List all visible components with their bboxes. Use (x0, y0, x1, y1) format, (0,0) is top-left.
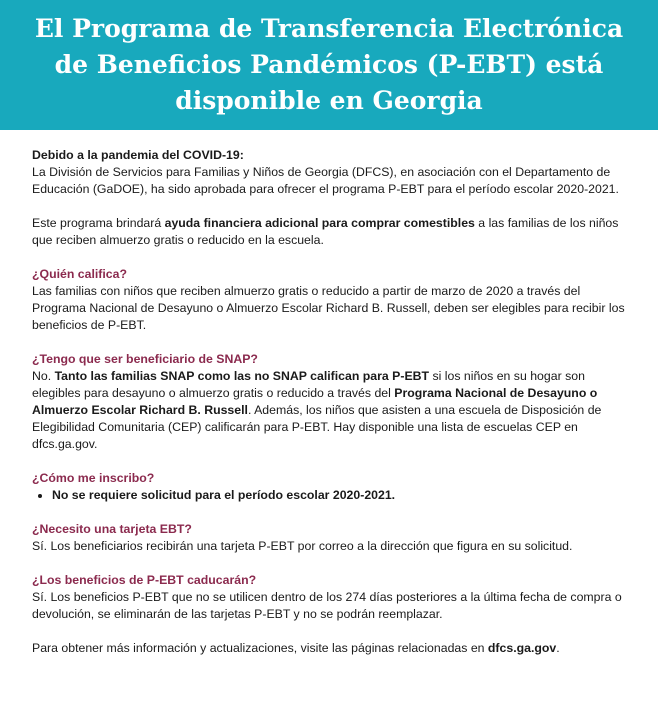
program-text-a: Este programa brindará (32, 216, 165, 230)
footer-end: . (556, 641, 560, 655)
faq-enroll (32, 470, 632, 504)
answer-bold: Tanto las familias SNAP como las no SNAP califican para P-EBT (54, 369, 430, 383)
question-heading: ¿Quién califica? (32, 267, 127, 281)
answer-text: Las familias con niños que reciben almuerzo gratis o reducido a partir de marzo de 2020 a través del Programa Nacional de Desayuno o Almuerzo Escolar Richard B. Russell, deben ser elegibles para recibir los beneficios de P-EBT. (32, 284, 625, 332)
question-heading: ¿Necesito una tarjeta EBT? (32, 522, 192, 536)
intro-section (32, 147, 632, 198)
footer-note (32, 640, 632, 657)
answer-text: si los niños en su hogar son elegibles para desayuno o almuerzo gratis o reducido a través del (32, 369, 585, 400)
list-item: • No se requiere solicitud para el período escolar 2020-2021. (52, 487, 632, 504)
faq-expiration (32, 572, 632, 623)
header-banner (0, 0, 658, 130)
question-heading: ¿Tengo que ser beneficiario de SNAP? (32, 352, 258, 366)
faq-ebt-card (32, 521, 632, 555)
footer-text: Para obtener más información y actualizaciones, visite las páginas relacionadas en (32, 641, 488, 655)
page-title: El Programa de Transferencia Electrónica de Beneficios Pandémicos (P-EBT) está disponible en Georgia (34, 14, 624, 115)
program-text-b: a las familias de los niños que reciben almuerzo gratis o reducido en la escuela. (32, 216, 619, 247)
answer-text: No. (32, 369, 55, 383)
document-body (32, 147, 632, 657)
question-heading: ¿Cómo me inscribo? (32, 471, 155, 485)
dfcs-link[interactable]: dfcs.ga.gov (487, 641, 557, 655)
program-bold: ayuda financiera adicional para comprar comestibles (164, 216, 475, 230)
faq-snap (32, 351, 632, 453)
faq-who-qualifies (32, 266, 632, 334)
answer-text: Sí. Los beneficiarios recibirán una tarjeta P-EBT por correo a la dirección que figura en su solicitud. (32, 539, 573, 553)
answer-text: Sí. Los beneficios P-EBT que no se utilicen dentro de los 274 días posteriores a la última fecha de compra o devolución, se eliminarán de las tarjetas P-EBT y no se podrán reemplazar. (32, 590, 622, 621)
question-heading: ¿Los beneficios de P-EBT caducarán? (32, 573, 257, 587)
bullet-list (32, 487, 632, 504)
intro-heading: Debido a la pandemia del COVID-19: (32, 148, 244, 162)
answer-bold: Programa Nacional de Desayuno o Almuerzo Escolar Richard B. Russell (32, 386, 598, 417)
answer-text: . Además, los niños que asisten a una escuela de Disposición de Elegibilidad Comunitaria (CEP) calificarán para P-EBT. Hay disponible una lista de escuelas CEP en dfcs.ga.gov. (32, 403, 602, 451)
intro-text: La División de Servicios para Familias y Niños de Georgia (DFCS), en asociación con el Departamento de Educación (GaDOE), ha sido aprobada para ofrecer el programa P-EBT para el período escolar 2020-2021. (32, 165, 619, 196)
program-paragraph (32, 215, 632, 249)
